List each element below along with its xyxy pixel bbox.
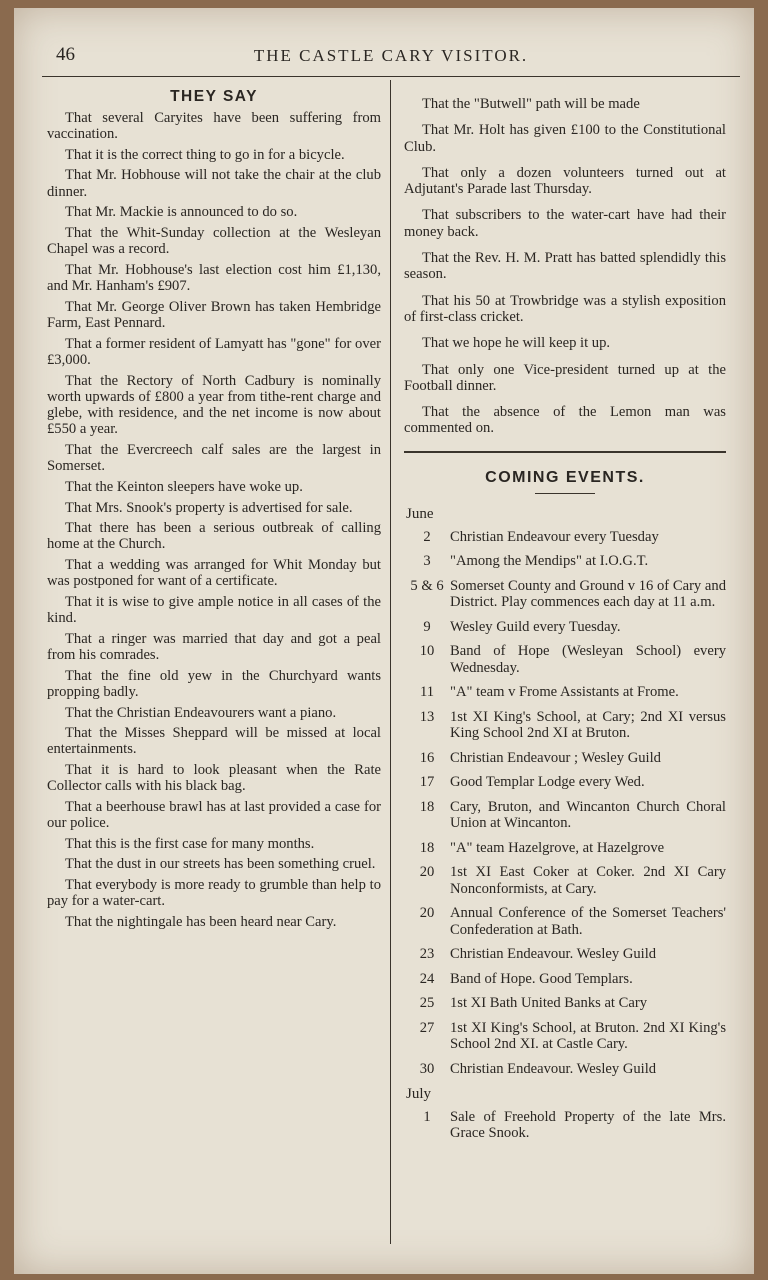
event-date: 25 bbox=[419, 995, 435, 1012]
they-say-item: That Mr. Hobhouse's last election cost him £1,130, and Mr. Hanham's £907. bbox=[47, 261, 381, 295]
event-text: "A" team v Frome Assistants at Frome. bbox=[450, 684, 679, 701]
they-say-item: That a wedding was arranged for Whit Monday but was postponed for want of a certificate. bbox=[47, 556, 381, 590]
event-row bbox=[404, 709, 726, 742]
they-say-item: That the Rectory of North Cadbury is nominally worth upwards of £800 a year from tithe-rent charge and glebe, with residence, and the net income is now about £550 a year. bbox=[47, 372, 381, 438]
event-date: 2 bbox=[423, 528, 431, 545]
they-say-item: That Mr. Holt has given £100 to the Constitutional Club. bbox=[404, 122, 726, 155]
they-say-item: That the nightingale has been heard near Cary. bbox=[65, 913, 337, 930]
they-say-item: That only a dozen volunteers turned out at Adjutant's Parade last Thursday. bbox=[404, 164, 726, 198]
they-say-item: That Mr. Mackie is announced to do so. bbox=[65, 204, 298, 221]
they-say-item: That the "Butwell" path will be made bbox=[422, 96, 640, 112]
they-say-item: That the dust in our streets has been something cruel. bbox=[65, 856, 376, 873]
they-say-item: That a beerhouse brawl has at last provided a case for our police. bbox=[47, 798, 381, 832]
event-date: 23 bbox=[419, 946, 435, 963]
event-row bbox=[404, 750, 726, 766]
heading-underline bbox=[535, 493, 595, 494]
event-text: Christian Endeavour every Tuesday bbox=[450, 528, 659, 545]
event-row bbox=[404, 553, 726, 569]
event-row bbox=[404, 799, 726, 832]
event-row bbox=[404, 864, 726, 897]
event-text: Christian Endeavour ; Wesley Guild bbox=[450, 749, 661, 766]
they-say-heading: THEY SAY bbox=[170, 88, 258, 105]
event-text: 1st XI East Coker at Coker. 2nd XI Cary Nonconformists, at Cary. bbox=[450, 864, 726, 897]
event-date: 16 bbox=[419, 749, 435, 766]
event-date: 1 bbox=[423, 1108, 431, 1125]
event-row bbox=[404, 946, 726, 962]
month-label-july: July bbox=[406, 1085, 432, 1102]
event-date: 13 bbox=[419, 708, 435, 725]
they-say-item: That the Whit-Sunday collection at the Wesleyan Chapel was a record. bbox=[47, 224, 381, 258]
event-date: 5 & 6 bbox=[410, 577, 444, 594]
event-text: Cary, Bruton, and Wincanton Church Choral Union at Wincanton. bbox=[450, 798, 726, 832]
they-say-item: That Mr. Hobhouse will not take the chair at the club dinner. bbox=[47, 167, 381, 200]
page-header bbox=[42, 44, 740, 74]
running-title: THE CASTLE CARY VISITOR. bbox=[253, 46, 529, 65]
event-date: 11 bbox=[419, 684, 435, 701]
they-say-item: That everybody is more ready to grumble than help to pay for a water-cart. bbox=[47, 877, 381, 910]
they-say-item: That it is wise to give ample notice in all cases of the kind. bbox=[47, 593, 381, 627]
event-row bbox=[404, 578, 726, 611]
event-date: 17 bbox=[419, 774, 435, 791]
event-text: "A" team Hazelgrove, at Hazelgrove bbox=[450, 839, 665, 856]
event-date: 18 bbox=[419, 839, 435, 856]
they-say-item: That the Evercreech calf sales are the largest in Somerset. bbox=[47, 442, 381, 475]
event-date: 9 bbox=[423, 618, 431, 635]
they-say-item: That several Caryites have been suffering from vaccination. bbox=[47, 110, 381, 143]
event-text: Band of Hope (Wesleyan School) every Wednesday. bbox=[450, 643, 726, 676]
event-text: Wesley Guild every Tuesday. bbox=[450, 618, 621, 635]
event-text: Christian Endeavour. Wesley Guild bbox=[450, 1060, 657, 1077]
event-row bbox=[404, 840, 726, 856]
event-date: 27 bbox=[419, 1020, 435, 1037]
event-row bbox=[404, 995, 726, 1011]
event-text: 1st XI Bath United Banks at Cary bbox=[450, 995, 647, 1012]
event-row bbox=[404, 971, 726, 987]
month-label-june: June bbox=[406, 505, 434, 522]
they-say-item: That the Misses Sheppard will be missed at local entertainments. bbox=[47, 725, 381, 758]
event-row bbox=[404, 774, 726, 790]
event-text: 1st XI King's School, at Cary; 2nd XI versus King School 2nd XI at Bruton. bbox=[450, 708, 726, 742]
they-say-item: That there has been a serious outbreak of calling home at the Church. bbox=[47, 520, 381, 553]
event-text: Christian Endeavour. Wesley Guild bbox=[450, 946, 657, 963]
event-date: 20 bbox=[419, 905, 435, 922]
event-row bbox=[404, 1020, 726, 1053]
they-say-item: That the absence of the Lemon man was commented on. bbox=[404, 404, 726, 437]
event-row bbox=[404, 1109, 726, 1142]
they-say-item: That only one Vice-president turned up at the Football dinner. bbox=[404, 361, 726, 394]
header-rule bbox=[42, 76, 740, 77]
right-column bbox=[404, 96, 726, 1149]
event-row bbox=[404, 643, 726, 676]
coming-events-heading: COMING EVENTS. bbox=[485, 468, 645, 486]
they-say-item: That the Christian Endeavourers want a piano. bbox=[65, 704, 337, 721]
they-say-item: That his 50 at Trowbridge was a stylish exposition of first-class cricket. bbox=[404, 292, 726, 325]
event-row bbox=[404, 684, 726, 700]
event-row bbox=[404, 529, 726, 545]
event-date: 3 bbox=[423, 553, 431, 570]
event-text: Band of Hope. Good Templars. bbox=[450, 970, 633, 987]
event-date: 10 bbox=[419, 643, 435, 660]
they-say-item: That the fine old yew in the Churchyard wants propping badly. bbox=[47, 667, 381, 700]
they-say-item: That Mrs. Snook's property is advertised for sale. bbox=[65, 499, 353, 516]
they-say-item: That a ringer was married that day and got a peal from his comrades. bbox=[47, 630, 381, 664]
they-say-item: That subscribers to the water-cart have had their money back. bbox=[404, 207, 726, 240]
event-text: Annual Conference of the Somerset Teachers' Confederation at Bath. bbox=[450, 905, 726, 938]
magazine-page bbox=[14, 8, 754, 1274]
event-row bbox=[404, 1061, 726, 1077]
they-say-item: That the Rev. H. M. Pratt has batted splendidly this season. bbox=[404, 250, 726, 283]
event-date: 24 bbox=[419, 970, 435, 987]
they-say-column bbox=[47, 88, 381, 934]
event-text: Somerset County and Ground v 16 of Cary and District. Play commences each day at 11 a.m. bbox=[450, 577, 726, 611]
event-date: 18 bbox=[419, 798, 435, 815]
event-text: Sale of Freehold Property of the late Mrs. Grace Snook. bbox=[450, 1108, 726, 1141]
they-say-item: That this is the first case for many months. bbox=[65, 835, 315, 852]
event-row bbox=[404, 905, 726, 938]
event-date: 30 bbox=[419, 1060, 435, 1077]
they-say-item: That Mr. George Oliver Brown has taken Hembridge Farm, East Pennard. bbox=[47, 298, 381, 332]
they-say-item: That we hope he will keep it up. bbox=[422, 335, 611, 352]
event-text: 1st XI King's School, at Bruton. 2nd XI King's School 2nd XI. at Castle Cary. bbox=[450, 1020, 726, 1053]
they-say-item: That the Keinton sleepers have woke up. bbox=[65, 478, 303, 495]
section-rule bbox=[404, 451, 726, 453]
page-number: 46 bbox=[56, 44, 75, 65]
event-date: 20 bbox=[419, 864, 435, 881]
column-divider bbox=[390, 80, 391, 1244]
event-row bbox=[404, 619, 726, 635]
event-text: Good Templar Lodge every Wed. bbox=[450, 774, 645, 791]
they-say-item: That a former resident of Lamyatt has "gone" for over £3,000. bbox=[47, 335, 381, 368]
they-say-item: That it is the correct thing to go in for a bicycle. bbox=[65, 146, 345, 163]
event-text: "Among the Mendips" at I.O.G.T. bbox=[450, 553, 649, 570]
they-say-item: That it is hard to look pleasant when the Rate Collector calls with his black bag. bbox=[47, 762, 381, 795]
